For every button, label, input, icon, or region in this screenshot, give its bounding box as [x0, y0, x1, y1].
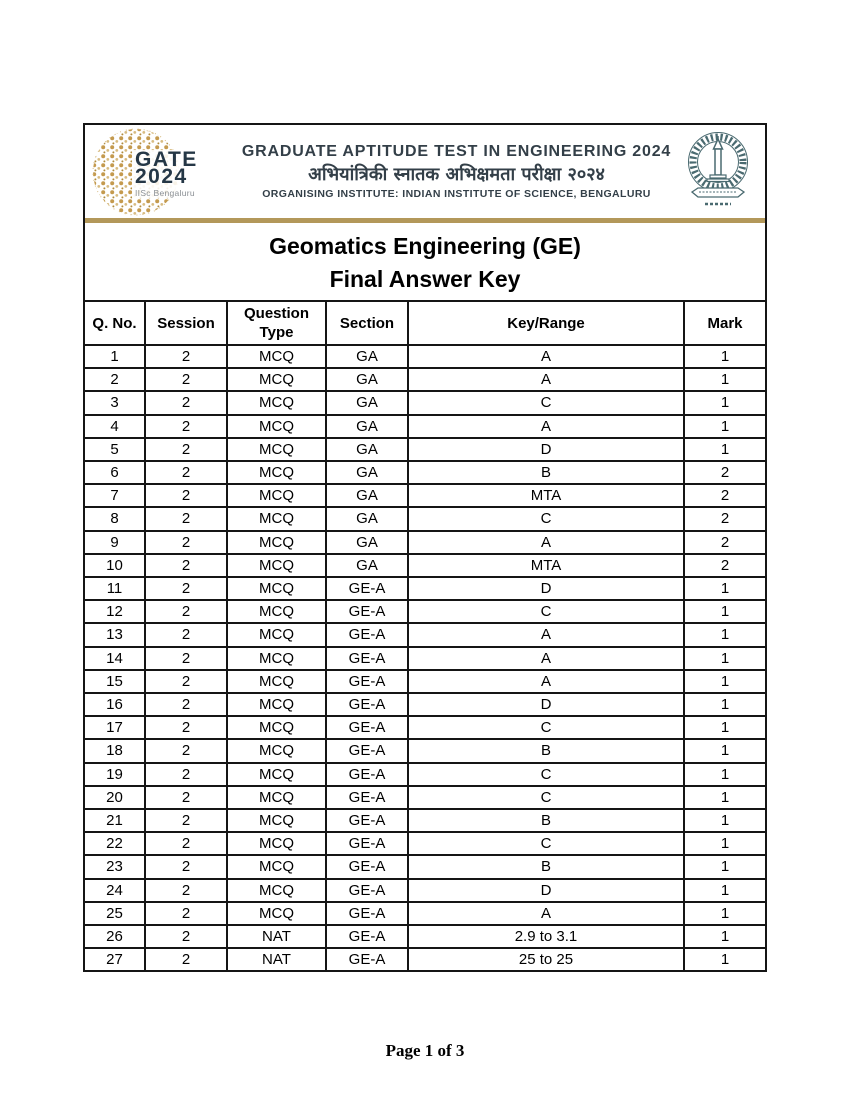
cell-key-range: A — [408, 415, 684, 438]
answer-key-table — [83, 300, 767, 972]
document-title-block — [83, 223, 767, 300]
table-row — [84, 345, 766, 368]
table-row — [84, 670, 766, 693]
cell-mark: 1 — [684, 577, 766, 600]
exam-title-text: GRADUATE APTITUDE TEST IN ENGINEERING 2024 — [241, 143, 672, 160]
cell-session: 2 — [145, 415, 227, 438]
cell-qno: 3 — [84, 391, 145, 414]
gate-logo-text — [132, 150, 201, 198]
cell-section: GE-A — [326, 577, 408, 600]
cell-session: 2 — [145, 902, 227, 925]
table-row — [84, 693, 766, 716]
cell-key-range: A — [408, 670, 684, 693]
cell-section: GA — [326, 484, 408, 507]
cell-mark: 1 — [684, 855, 766, 878]
cell-section: GE-A — [326, 600, 408, 623]
cell-mark: 1 — [684, 391, 766, 414]
cell-key-range: B — [408, 739, 684, 762]
cell-mark: 2 — [684, 531, 766, 554]
cell-qno: 10 — [84, 554, 145, 577]
cell-key-range: 25 to 25 — [408, 948, 684, 971]
cell-session: 2 — [145, 461, 227, 484]
cell-session: 2 — [145, 832, 227, 855]
cell-key-range: D — [408, 693, 684, 716]
cell-question-type: MCQ — [227, 438, 326, 461]
cell-session: 2 — [145, 345, 227, 368]
cell-key-range: A — [408, 531, 684, 554]
table-row — [84, 786, 766, 809]
table-row — [84, 507, 766, 530]
cell-key-range: 2.9 to 3.1 — [408, 925, 684, 948]
cell-section: GA — [326, 438, 408, 461]
cell-qno: 23 — [84, 855, 145, 878]
cell-session: 2 — [145, 600, 227, 623]
column-header-session: Session — [145, 301, 227, 345]
cell-session: 2 — [145, 716, 227, 739]
cell-key-range: MTA — [408, 554, 684, 577]
cell-section: GA — [326, 368, 408, 391]
header-row — [84, 301, 766, 345]
cell-qno: 14 — [84, 647, 145, 670]
cell-question-type: MCQ — [227, 623, 326, 646]
cell-session: 2 — [145, 484, 227, 507]
cell-section: GA — [326, 415, 408, 438]
gate-logo-subtitle: IISc Bengaluru — [135, 188, 195, 198]
column-header-mark: Mark — [684, 301, 766, 345]
cell-mark: 1 — [684, 739, 766, 762]
cell-question-type: NAT — [227, 948, 326, 971]
cell-question-type: MCQ — [227, 763, 326, 786]
column-header-qno: Q. No. — [84, 301, 145, 345]
cell-qno: 17 — [84, 716, 145, 739]
table-row — [84, 902, 766, 925]
cell-key-range: C — [408, 600, 684, 623]
cell-qno: 27 — [84, 948, 145, 971]
cell-key-range: C — [408, 832, 684, 855]
paper-subtitle: Final Answer Key — [329, 266, 521, 292]
cell-qno: 15 — [84, 670, 145, 693]
table-row — [84, 391, 766, 414]
cell-key-range: C — [408, 391, 684, 414]
cell-mark: 1 — [684, 925, 766, 948]
cell-qno: 12 — [84, 600, 145, 623]
table-row — [84, 577, 766, 600]
cell-section: GA — [326, 391, 408, 414]
cell-question-type: MCQ — [227, 739, 326, 762]
cell-section: GE-A — [326, 647, 408, 670]
cell-mark: 2 — [684, 554, 766, 577]
table-row — [84, 809, 766, 832]
cell-key-range: B — [408, 855, 684, 878]
cell-question-type: MCQ — [227, 832, 326, 855]
cell-session: 2 — [145, 693, 227, 716]
cell-qno: 26 — [84, 925, 145, 948]
cell-session: 2 — [145, 786, 227, 809]
cell-mark: 1 — [684, 832, 766, 855]
cell-qno: 1 — [84, 345, 145, 368]
cell-section: GA — [326, 461, 408, 484]
cell-section: GA — [326, 345, 408, 368]
cell-session: 2 — [145, 368, 227, 391]
cell-qno: 24 — [84, 879, 145, 902]
cell-question-type: MCQ — [227, 647, 326, 670]
cell-section: GE-A — [326, 786, 408, 809]
cell-question-type: MCQ — [227, 577, 326, 600]
cell-section: GE-A — [326, 832, 408, 855]
cell-section: GE-A — [326, 670, 408, 693]
column-header-question-type: Question Type — [227, 301, 326, 345]
cell-mark: 1 — [684, 438, 766, 461]
document-frame — [83, 123, 767, 972]
exam-title-hindi-text: अभियांत्रिकी स्नातक अभिक्षमता परीक्षा २०२४ — [308, 164, 605, 185]
cell-mark: 1 — [684, 902, 766, 925]
cell-question-type: MCQ — [227, 484, 326, 507]
cell-key-range: C — [408, 786, 684, 809]
table-row — [84, 879, 766, 902]
cell-question-type: MCQ — [227, 600, 326, 623]
cell-question-type: MCQ — [227, 879, 326, 902]
cell-section: GA — [326, 507, 408, 530]
cell-mark: 1 — [684, 670, 766, 693]
cell-mark: 1 — [684, 786, 766, 809]
cell-mark: 2 — [684, 484, 766, 507]
gate-logo-line1: GATE — [135, 148, 198, 171]
cell-key-range: D — [408, 879, 684, 902]
cell-session: 2 — [145, 507, 227, 530]
cell-key-range: D — [408, 577, 684, 600]
cell-section: GE-A — [326, 739, 408, 762]
cell-mark: 1 — [684, 693, 766, 716]
cell-session: 2 — [145, 763, 227, 786]
cell-qno: 20 — [84, 786, 145, 809]
cell-qno: 7 — [84, 484, 145, 507]
cell-mark: 2 — [684, 507, 766, 530]
cell-section: GE-A — [326, 879, 408, 902]
cell-qno: 22 — [84, 832, 145, 855]
cell-qno: 4 — [84, 415, 145, 438]
cell-key-range: D — [408, 438, 684, 461]
cell-section: GE-A — [326, 948, 408, 971]
cell-session: 2 — [145, 438, 227, 461]
cell-section: GE-A — [326, 716, 408, 739]
cell-mark: 1 — [684, 368, 766, 391]
cell-session: 2 — [145, 554, 227, 577]
table-row — [84, 763, 766, 786]
paper-title: Geomatics Engineering (GE) — [269, 233, 581, 259]
cell-key-range: C — [408, 507, 684, 530]
table-row — [84, 647, 766, 670]
cell-session: 2 — [145, 739, 227, 762]
cell-key-range: MTA — [408, 484, 684, 507]
table-row — [84, 484, 766, 507]
gate-header-banner — [83, 123, 767, 218]
cell-question-type: MCQ — [227, 716, 326, 739]
cell-question-type: MCQ — [227, 461, 326, 484]
cell-question-type: MCQ — [227, 670, 326, 693]
table-row — [84, 531, 766, 554]
cell-section: GA — [326, 531, 408, 554]
cell-question-type: MCQ — [227, 786, 326, 809]
cell-question-type: MCQ — [227, 902, 326, 925]
cell-question-type: MCQ — [227, 855, 326, 878]
cell-section: GE-A — [326, 693, 408, 716]
cell-session: 2 — [145, 879, 227, 902]
cell-qno: 25 — [84, 902, 145, 925]
table-row — [84, 948, 766, 971]
cell-key-range: A — [408, 902, 684, 925]
table-row — [84, 415, 766, 438]
cell-question-type: MCQ — [227, 693, 326, 716]
cell-section: GE-A — [326, 855, 408, 878]
table-row — [84, 623, 766, 646]
cell-key-range: A — [408, 368, 684, 391]
cell-qno: 2 — [84, 368, 145, 391]
cell-session: 2 — [145, 670, 227, 693]
cell-qno: 9 — [84, 531, 145, 554]
table-row — [84, 716, 766, 739]
table-row — [84, 832, 766, 855]
cell-question-type: MCQ — [227, 809, 326, 832]
cell-question-type: MCQ — [227, 368, 326, 391]
table-row — [84, 925, 766, 948]
cell-session: 2 — [145, 948, 227, 971]
cell-section: GA — [326, 554, 408, 577]
cell-section: GE-A — [326, 925, 408, 948]
cell-session: 2 — [145, 577, 227, 600]
cell-mark: 1 — [684, 345, 766, 368]
cell-qno: 18 — [84, 739, 145, 762]
cell-key-range: C — [408, 716, 684, 739]
cell-mark: 1 — [684, 809, 766, 832]
cell-session: 2 — [145, 855, 227, 878]
cell-qno: 21 — [84, 809, 145, 832]
cell-mark: 1 — [684, 623, 766, 646]
cell-section: GE-A — [326, 623, 408, 646]
gate-2024-logo — [92, 126, 234, 217]
cell-key-range: B — [408, 461, 684, 484]
cell-session: 2 — [145, 531, 227, 554]
cell-mark: 1 — [684, 647, 766, 670]
cell-session: 2 — [145, 623, 227, 646]
table-row — [84, 739, 766, 762]
column-header-section: Section — [326, 301, 408, 345]
table-row — [84, 554, 766, 577]
cell-question-type: MCQ — [227, 531, 326, 554]
cell-session: 2 — [145, 391, 227, 414]
cell-question-type: MCQ — [227, 415, 326, 438]
cell-qno: 13 — [84, 623, 145, 646]
cell-question-type: MCQ — [227, 391, 326, 414]
cell-key-range: A — [408, 647, 684, 670]
cell-key-range: A — [408, 623, 684, 646]
cell-qno: 16 — [84, 693, 145, 716]
cell-qno: 19 — [84, 763, 145, 786]
table-row — [84, 368, 766, 391]
cell-mark: 1 — [684, 763, 766, 786]
cell-qno: 6 — [84, 461, 145, 484]
cell-mark: 1 — [684, 415, 766, 438]
cell-key-range: C — [408, 763, 684, 786]
page-number-footer: Page 1 of 3 — [385, 1041, 465, 1060]
cell-section: GE-A — [326, 809, 408, 832]
cell-mark: 1 — [684, 716, 766, 739]
table-row — [84, 855, 766, 878]
table-row — [84, 461, 766, 484]
answer-key-table-head — [84, 301, 766, 345]
table-row — [84, 438, 766, 461]
cell-question-type: MCQ — [227, 507, 326, 530]
cell-key-range: A — [408, 345, 684, 368]
cell-session: 2 — [145, 647, 227, 670]
cell-key-range: B — [408, 809, 684, 832]
cell-session: 2 — [145, 809, 227, 832]
gate-logo-line2: 2024 — [135, 165, 188, 188]
iisc-emblem-icon — [679, 129, 757, 215]
cell-mark: 2 — [684, 461, 766, 484]
cell-section: GE-A — [326, 763, 408, 786]
cell-qno: 11 — [84, 577, 145, 600]
cell-session: 2 — [145, 925, 227, 948]
cell-mark: 1 — [684, 879, 766, 902]
cell-qno: 8 — [84, 507, 145, 530]
cell-question-type: NAT — [227, 925, 326, 948]
cell-section: GE-A — [326, 902, 408, 925]
cell-qno: 5 — [84, 438, 145, 461]
answer-key-table-body — [84, 345, 766, 971]
cell-mark: 1 — [684, 600, 766, 623]
column-header-key-range: Key/Range — [408, 301, 684, 345]
organising-institute-text: ORGANISING INSTITUTE: INDIAN INSTITUTE OF SCIENCE, BENGALURU — [262, 188, 651, 200]
cell-question-type: MCQ — [227, 345, 326, 368]
table-row — [84, 600, 766, 623]
cell-question-type: MCQ — [227, 554, 326, 577]
cell-mark: 1 — [684, 948, 766, 971]
organising-text-block — [234, 141, 679, 202]
